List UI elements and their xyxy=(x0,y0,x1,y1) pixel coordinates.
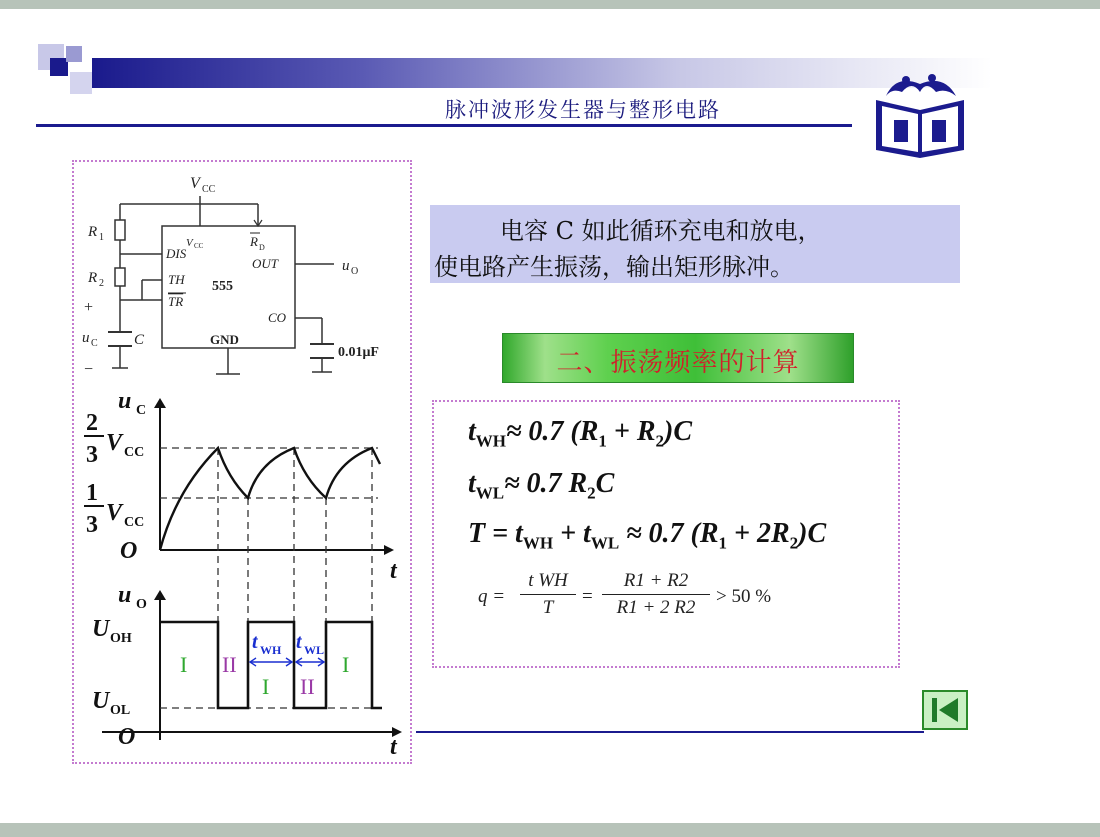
region-2-label: II xyxy=(222,652,237,677)
uo-label: u xyxy=(342,258,350,274)
title-rule xyxy=(36,124,852,127)
upper-v-label: V xyxy=(106,430,123,456)
duty-cycle-eq: = xyxy=(582,586,593,607)
chip-label: 555 xyxy=(212,279,233,294)
vcc-pin-label-sub: CC xyxy=(194,242,204,250)
title-band xyxy=(92,58,992,88)
duty-cycle-lhs: q = xyxy=(478,586,506,607)
lower-v-label-sub: CC xyxy=(124,515,145,530)
r2-label: R xyxy=(88,270,98,286)
twl-label-sub: WL xyxy=(304,643,325,657)
resistor-r2 xyxy=(115,268,125,286)
co-cap-value: 0.01μF xyxy=(338,345,379,360)
uo-axes xyxy=(102,594,398,740)
frequency-calculation-button[interactable] xyxy=(502,333,854,383)
lower-frac-num: 1 xyxy=(86,480,98,506)
out-label: OUT xyxy=(252,256,279,271)
formula-twl: $t_{WL}\approx 0.7$ $R_2C$ xyxy=(468,468,615,503)
twh-label-sub: WH xyxy=(260,643,282,657)
uo-axis-label: u xyxy=(118,582,132,608)
vcc-pin-label: V xyxy=(186,237,193,249)
resistor-r1 xyxy=(115,220,125,240)
capacitor-c xyxy=(108,332,132,346)
lower-v-label: V xyxy=(106,500,123,526)
uol-label-sub: OL xyxy=(110,703,131,718)
minus-sign: − xyxy=(84,361,94,378)
th-label: TH xyxy=(168,272,185,287)
uc-label: u xyxy=(82,330,90,346)
region-1-label: I xyxy=(180,652,188,677)
decor-square xyxy=(70,72,92,94)
decor-square xyxy=(66,46,82,62)
r2-label-sub: 2 xyxy=(99,278,104,289)
twh-label: t xyxy=(252,631,258,653)
c-label: C xyxy=(134,332,145,348)
uo-x-label: t xyxy=(390,734,397,760)
rd-label: R xyxy=(250,234,258,249)
region-2-label: II xyxy=(300,674,315,699)
vcc-label: V xyxy=(190,175,200,192)
uc-origin: O xyxy=(120,538,138,564)
description-line-1: 电容 C 如此循环充电和放电， xyxy=(500,217,822,245)
formula-twh: $t_{WH}\approx 0.7$ $(R_1 + R_2)C$ xyxy=(468,416,693,451)
uoh-label-sub: OH xyxy=(110,631,132,646)
lower-frac-den: 3 xyxy=(86,512,98,538)
capacitor-co xyxy=(310,344,334,358)
duty-cycle-fraction-2: R1 + R2 R1 + 2 R2 xyxy=(602,570,710,619)
uc-x-label: t xyxy=(390,558,397,584)
description-box xyxy=(430,205,960,283)
uol-label: U xyxy=(92,688,110,714)
uc-axis-label: u xyxy=(118,388,132,414)
duty-cycle-rhs: > 50 % xyxy=(716,586,772,607)
plus-sign: + xyxy=(84,299,94,316)
upper-frac-den: 3 xyxy=(86,442,98,468)
book-logo-icon xyxy=(866,70,974,160)
twl-label: t xyxy=(296,631,302,653)
uo-label-sub: O xyxy=(351,266,359,277)
bottom-rule xyxy=(416,731,924,733)
region-1-label: I xyxy=(342,652,350,677)
uc-label-sub: C xyxy=(91,338,98,349)
upper-v-label-sub: CC xyxy=(124,445,145,460)
page-title: 脉冲波形发生器与整形电路 xyxy=(445,98,721,122)
formula-box xyxy=(432,400,900,668)
r1-label-sub: 1 xyxy=(99,232,104,243)
description-line-2: 使电路产生振荡，输出矩形脉冲。 xyxy=(434,253,794,281)
back-to-start-icon[interactable] xyxy=(922,690,968,730)
rd-label-sub: D xyxy=(259,243,265,252)
dis-label: DIS xyxy=(166,246,187,261)
top-bar xyxy=(0,0,1100,9)
uo-axis-label-sub: O xyxy=(136,597,147,612)
circuit-and-waveforms xyxy=(72,160,417,764)
uo-origin: O xyxy=(118,724,136,750)
formula-period: $T = t_{WH} + t_{WL} \approx 0.7$ $(R_1 + 2R_2)C$ xyxy=(468,518,827,553)
frequency-calculation-label: 二、振荡频率的计算 xyxy=(556,348,800,378)
uc-waveform xyxy=(160,448,380,550)
vcc-label-sub: CC xyxy=(202,184,216,195)
r1-label: R xyxy=(88,224,98,240)
gnd-label: GND xyxy=(210,332,239,347)
tr-label: TR xyxy=(168,294,184,309)
uoh-label: U xyxy=(92,616,110,642)
upper-frac-num: 2 xyxy=(86,410,98,436)
duty-cycle-fraction-1: t WH T xyxy=(520,570,576,619)
co-label: CO xyxy=(268,310,287,325)
uc-axis-label-sub: C xyxy=(136,403,147,418)
region-1-label: I xyxy=(262,674,270,699)
bottom-bar xyxy=(0,823,1100,837)
